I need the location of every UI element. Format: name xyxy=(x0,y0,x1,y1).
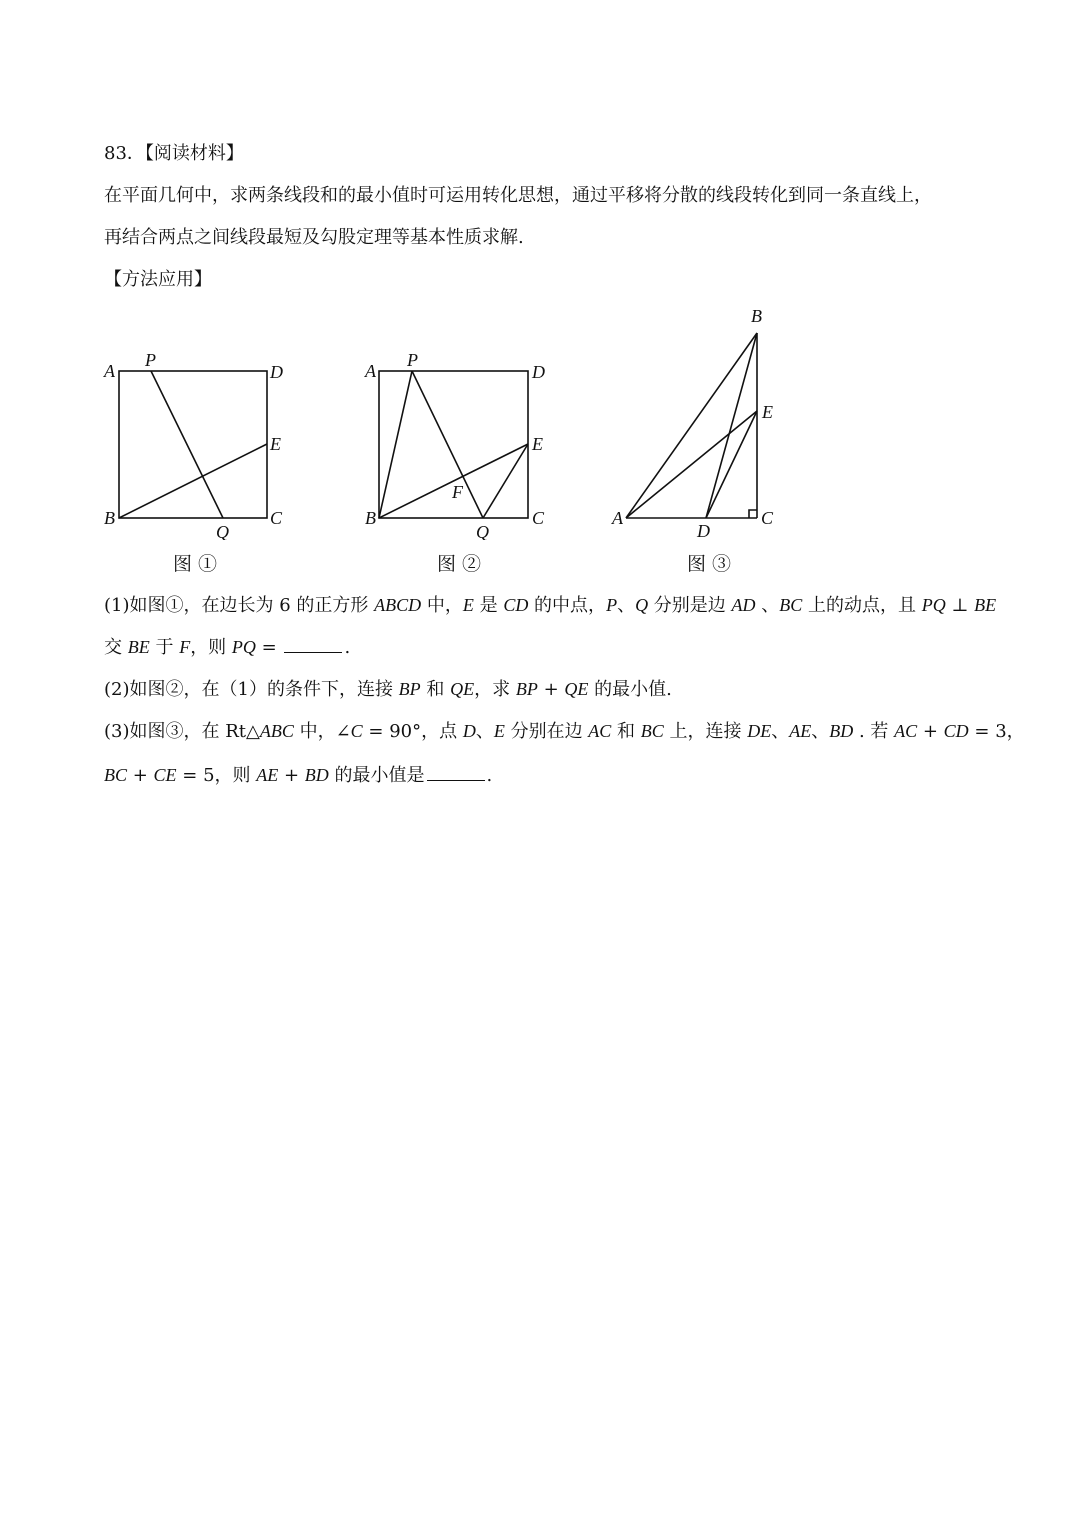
q3-text: = 90°，点 xyxy=(362,721,463,742)
q1-text: 、 xyxy=(617,595,636,616)
q1-text: 上的动点，且 xyxy=(802,595,922,616)
q3-text: 、 xyxy=(771,721,790,742)
q3-text: 中，∠ xyxy=(293,721,351,742)
question-1-line-1 xyxy=(104,593,996,618)
q1-text: (1)如图①，在边长为 6 的正方形 xyxy=(104,595,375,616)
q3-text: 、 xyxy=(475,721,494,742)
q3-math: DE xyxy=(747,721,772,741)
q3-text: (3)如图③，在 Rt△ xyxy=(104,721,260,742)
q3-text: + xyxy=(917,721,944,742)
q1-text: = xyxy=(255,637,283,658)
problem-number: 83． xyxy=(104,143,145,164)
q3-math: E xyxy=(493,721,505,741)
q1-math: PQ xyxy=(921,595,946,615)
q2-text: (2)如图②，在（1）的条件下，连接 xyxy=(104,679,399,700)
q3-math: AE xyxy=(256,765,279,785)
figure-1-caption: 图 ① xyxy=(173,553,218,575)
q3-math: CE xyxy=(153,765,177,785)
reading-paragraph-line-2: 再结合两点之间线段最短及勾股定理等基本性质求解. xyxy=(104,227,524,248)
q3-math: C xyxy=(350,721,363,741)
label-b: B xyxy=(751,306,762,326)
label-c: C xyxy=(270,508,283,528)
q1-text: 交 xyxy=(104,637,128,658)
q2-math: BP xyxy=(515,679,538,699)
figure-3 xyxy=(605,300,795,545)
q3-text: + xyxy=(127,765,154,786)
q1-math: AD xyxy=(731,595,756,615)
q3-math: BC xyxy=(640,721,664,741)
q3-text: . 若 xyxy=(853,721,895,742)
q3-math: D xyxy=(462,721,476,741)
q1-math: P xyxy=(606,595,618,615)
label-p: P xyxy=(407,350,418,370)
q1-math: PQ xyxy=(231,637,256,657)
answer-blank[interactable] xyxy=(427,764,485,781)
figure-1 xyxy=(95,340,305,540)
q2-text: 的最小值. xyxy=(588,679,672,700)
q2-math: QE xyxy=(564,679,589,699)
label-a: A xyxy=(104,361,115,381)
question-3-line-2 xyxy=(104,763,492,788)
q1-text: . xyxy=(344,637,351,658)
segment-ae xyxy=(626,411,757,518)
q1-math: BE xyxy=(127,637,150,657)
label-a: A xyxy=(365,361,376,381)
q3-text: 分别在边 xyxy=(504,721,589,742)
figure-3-caption: 图 ③ xyxy=(687,553,732,575)
figure-2-caption: 图 ② xyxy=(437,553,482,575)
figure-2 xyxy=(355,340,565,540)
label-d: D xyxy=(697,521,710,541)
q2-math: BP xyxy=(398,679,421,699)
q1-math: E xyxy=(462,595,474,615)
q3-text: + xyxy=(278,765,305,786)
q1-text: 中， xyxy=(421,595,463,616)
q3-text: 和 xyxy=(611,721,641,742)
q3-math: BD xyxy=(829,721,854,741)
q2-text: ，求 xyxy=(474,679,516,700)
label-e: E xyxy=(270,434,281,454)
q2-math: QE xyxy=(450,679,475,699)
q3-text: 上，连接 xyxy=(663,721,748,742)
label-f: F xyxy=(452,482,463,502)
q1-text: 是 xyxy=(473,595,504,616)
label-c: C xyxy=(761,508,774,528)
label-d: D xyxy=(270,362,283,382)
reading-heading: 【阅读材料】 xyxy=(144,143,244,164)
right-angle-mark xyxy=(749,510,757,518)
question-1-line-2 xyxy=(104,635,350,660)
square-abcd xyxy=(119,371,267,518)
q2-text: + xyxy=(537,679,565,700)
segment-bp xyxy=(379,371,412,518)
q3-math: AC xyxy=(894,721,918,741)
q2-text: 和 xyxy=(420,679,451,700)
q1-math: CD xyxy=(503,595,529,615)
label-d: D xyxy=(532,362,545,382)
label-c: C xyxy=(532,508,545,528)
label-p: P xyxy=(145,350,156,370)
q3-math: CD xyxy=(943,721,969,741)
q3-math: AE xyxy=(789,721,812,741)
label-q: Q xyxy=(216,522,229,540)
q1-math: BE xyxy=(974,595,997,615)
question-3-line-1 xyxy=(104,719,1025,744)
q3-math: ABC xyxy=(259,721,294,741)
q1-text: ⊥ xyxy=(945,595,975,616)
question-2 xyxy=(104,677,672,702)
label-a: A xyxy=(612,508,623,528)
q3-text: 的最小值是 xyxy=(328,765,425,786)
q3-math: BC xyxy=(104,765,128,785)
q1-math: Q xyxy=(635,595,649,615)
q1-text: 分别是边 xyxy=(648,595,732,616)
reading-paragraph-line-1: 在平面几何中，求两条线段和的最小值时可运用转化思想，通过平移将分散的线段转化到同一条直线上， xyxy=(104,185,932,206)
q1-math: F xyxy=(179,637,191,657)
label-q: Q xyxy=(476,522,489,540)
q1-text: ，则 xyxy=(190,637,232,658)
problem-header xyxy=(104,142,244,166)
q1-text: 、 xyxy=(755,595,780,616)
label-e: E xyxy=(532,434,543,454)
q1-math: BC xyxy=(779,595,803,615)
q3-text: . xyxy=(486,765,493,786)
q1-text: 的中点， xyxy=(528,595,607,616)
q3-math: AC xyxy=(588,721,612,741)
q1-math: ABCD xyxy=(374,595,422,615)
q3-math: BD xyxy=(304,765,329,785)
method-heading: 【方法应用】 xyxy=(104,269,212,290)
segment-ab xyxy=(626,333,757,518)
label-b: B xyxy=(104,508,115,528)
q1-text: 于 xyxy=(149,637,180,658)
q3-text: 、 xyxy=(811,721,830,742)
label-e: E xyxy=(762,402,773,422)
label-b: B xyxy=(365,508,376,528)
answer-blank[interactable] xyxy=(284,636,342,653)
q3-text: = 5，则 xyxy=(176,765,257,786)
q3-text: = 3， xyxy=(968,721,1025,742)
